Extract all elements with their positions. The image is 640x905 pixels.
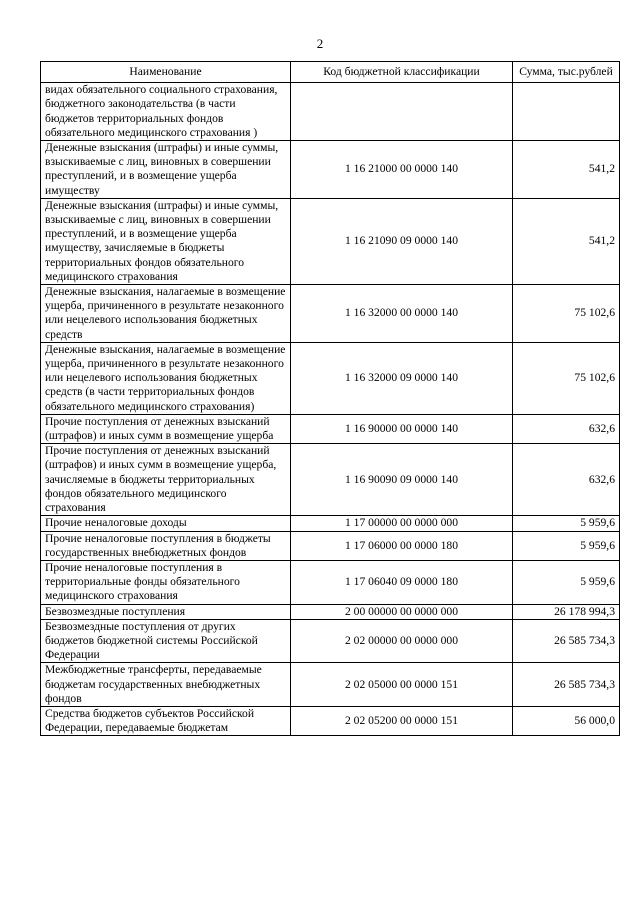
table-row <box>41 444 620 516</box>
row-sum: 26 585 734,3 <box>513 619 620 663</box>
table-row <box>41 342 620 414</box>
row-sum: 632,6 <box>513 414 620 443</box>
table-row <box>41 706 620 735</box>
table-row <box>41 604 620 619</box>
table-row <box>41 414 620 443</box>
row-code <box>291 83 513 141</box>
header-code: Код бюджетной классификации <box>291 62 513 83</box>
row-sum: 5 959,6 <box>513 560 620 604</box>
row-sum <box>513 83 620 141</box>
row-name: Средства бюджетов субъектов Российской Федерации, передаваемые бюджетам <box>41 706 291 735</box>
row-name: Прочие поступления от денежных взысканий (штрафов) и иных сумм в возмещение ущерба, зачисляемые в бюджеты территориальных фондов обязательного медицинского страхования <box>41 444 291 516</box>
row-code: 1 17 00000 00 0000 000 <box>291 516 513 531</box>
table-row <box>41 198 620 284</box>
row-sum: 5 959,6 <box>513 531 620 560</box>
row-code: 1 16 21000 00 0000 140 <box>291 141 513 199</box>
row-name: Прочие неналоговые поступления в территориальные фонды обязательного медицинского страхования <box>41 560 291 604</box>
row-sum: 541,2 <box>513 198 620 284</box>
table-row <box>41 560 620 604</box>
table-row <box>41 663 620 707</box>
row-name: Прочие неналоговые поступления в бюджеты государственных внебюджетных фондов <box>41 531 291 560</box>
row-name: Безвозмездные поступления <box>41 604 291 619</box>
row-name: Денежные взыскания, налагаемые в возмещение ущерба, причиненного в результате незаконного или нецелевого использования бюджетных средств <box>41 285 291 343</box>
row-sum: 632,6 <box>513 444 620 516</box>
table-row <box>41 531 620 560</box>
row-code: 2 00 00000 00 0000 000 <box>291 604 513 619</box>
row-name: Денежные взыскания (штрафы) и иные суммы, взыскиваемые с лиц, виновных в совершении преступлений, и в возмещение ущерба имуществу, зачисляемые в бюджеты территориальных фондов обязательного медицинского страхования <box>41 198 291 284</box>
table-body <box>41 83 620 736</box>
row-code: 2 02 05200 00 0000 151 <box>291 706 513 735</box>
row-code: 1 16 21090 09 0000 140 <box>291 198 513 284</box>
row-name: Безвозмездные поступления от других бюджетов бюджетной системы Российской Федерации <box>41 619 291 663</box>
row-code: 2 02 05000 00 0000 151 <box>291 663 513 707</box>
table-row <box>41 516 620 531</box>
row-sum: 5 959,6 <box>513 516 620 531</box>
page-number: 2 <box>316 36 324 51</box>
row-name: Прочие поступления от денежных взысканий (штрафов) и иных сумм в возмещение ущерба <box>41 414 291 443</box>
table-row <box>41 619 620 663</box>
row-name: Денежные взыскания, налагаемые в возмещение ущерба, причиненного в результате незаконного или нецелевого использования бюджетных средств (в части территориальных фондов обязательного медицинского страхования) <box>41 342 291 414</box>
row-code: 1 16 32000 09 0000 140 <box>291 342 513 414</box>
row-sum: 75 102,6 <box>513 285 620 343</box>
header-sum: Сумма, тыс.рублей <box>513 62 620 83</box>
row-name: Прочие неналоговые доходы <box>41 516 291 531</box>
header-name: Наименование <box>41 62 291 83</box>
row-name: видах обязательного социального страхования, бюджетного законодательства (в части бюджетов территориальных фондов обязательного медицинского страхования ) <box>41 83 291 141</box>
row-code: 1 16 90090 09 0000 140 <box>291 444 513 516</box>
row-code: 2 02 00000 00 0000 000 <box>291 619 513 663</box>
table-header-row <box>41 62 620 83</box>
row-name: Денежные взыскания (штрафы) и иные суммы, взыскиваемые с лиц, виновных в совершении преступлений, и в возмещение ущерба имуществу <box>41 141 291 199</box>
budget-classification-table <box>40 61 620 736</box>
row-sum: 56 000,0 <box>513 706 620 735</box>
table-row <box>41 141 620 199</box>
table-row <box>41 83 620 141</box>
table-row <box>41 285 620 343</box>
row-name: Межбюджетные трансферты, передаваемые бюджетам государственных внебюджетных фондов <box>41 663 291 707</box>
row-sum: 75 102,6 <box>513 342 620 414</box>
row-sum: 26 585 734,3 <box>513 663 620 707</box>
row-sum: 541,2 <box>513 141 620 199</box>
row-code: 1 17 06040 09 0000 180 <box>291 560 513 604</box>
row-sum: 26 178 994,3 <box>513 604 620 619</box>
row-code: 1 17 06000 00 0000 180 <box>291 531 513 560</box>
row-code: 1 16 90000 00 0000 140 <box>291 414 513 443</box>
row-code: 1 16 32000 00 0000 140 <box>291 285 513 343</box>
